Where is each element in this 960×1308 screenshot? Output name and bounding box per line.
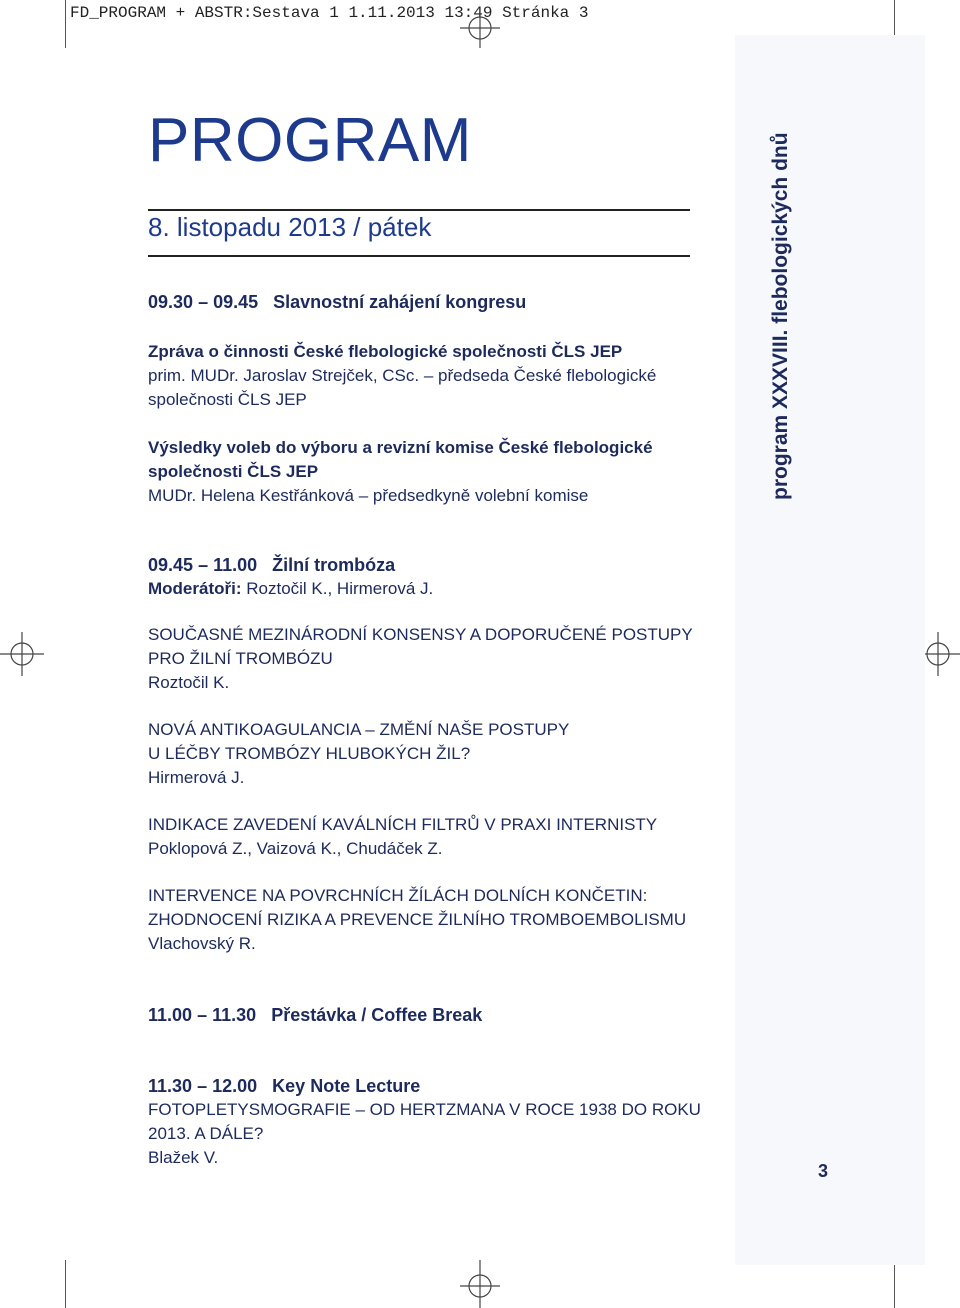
session-time-dash: – <box>197 1005 208 1025</box>
talk-title: 2013. A DÁLE? <box>148 1124 264 1143</box>
talk-title: SOUČASNÉ MEZINÁRODNÍ KONSENSY A DOPORUČENÉ POSTUPY <box>148 625 693 644</box>
session-title: Slavnostní zahájení kongresu <box>273 292 527 312</box>
session-time-start: 11.00 <box>148 1005 193 1025</box>
talk-speaker: MUDr. Helena Kestřánková – předsedkyně volební komise <box>148 486 589 505</box>
talk-authors: Roztočil K. <box>148 673 230 692</box>
talk-title: U LÉČBY TROMBÓZY HLUBOKÝCH ŽIL? <box>148 744 471 763</box>
page-title: PROGRAM <box>148 106 472 175</box>
crop-mark <box>894 1260 895 1308</box>
talk-authors: Vlachovský R. <box>148 934 256 953</box>
divider <box>148 209 690 211</box>
moderators-names: Roztočil K., Hirmerová J. <box>246 579 434 598</box>
talk-title: společnosti ČLS JEP <box>148 462 319 481</box>
talk-speaker: prim. MUDr. Jaroslav Strejček, CSc. – předseda České flebologické <box>148 366 657 385</box>
session-time-end: 11.00 <box>213 555 258 575</box>
session-time-dash: – <box>198 292 209 312</box>
side-label: program XXXVIII. flebologických dnů <box>769 132 792 500</box>
date-heading: 8. listopadu 2013 / pátek <box>148 212 432 242</box>
session-title: Přestávka / Coffee Break <box>271 1005 483 1025</box>
talk-title: PRO ŽILNÍ TROMBÓZU <box>148 649 333 668</box>
session-heading <box>148 1003 718 1027</box>
talk-title: FOTOPLETYSMOGRAFIE – OD HERTZMANA V ROCE 1938 DO ROKU <box>148 1100 701 1119</box>
session-time-start: 09.30 <box>148 292 194 312</box>
session-time-end: 11.30 <box>212 1005 257 1025</box>
talk-title: ZHODNOCENÍ RIZIKA A PREVENCE ŽILNÍHO TROMBOEMBOLISMU <box>148 910 687 929</box>
print-slug: FD_PROGRAM + ABSTR:Sestava 1 1.11.2013 13:49 Stránka 3 <box>70 4 589 22</box>
talk-authors: Blažek V. <box>148 1148 219 1167</box>
session-time-start: 09.45 <box>148 555 194 575</box>
session-heading <box>148 1074 718 1098</box>
session-block <box>148 553 718 956</box>
crop-mark <box>65 0 66 48</box>
talk-title: Výsledky voleb do výboru a revizní komise České flebologické <box>148 438 653 457</box>
session-block <box>148 1074 718 1170</box>
session-title: Žilní trombóza <box>272 555 396 575</box>
session-heading <box>148 553 718 577</box>
crop-mark <box>65 1260 66 1308</box>
session-block <box>148 290 718 508</box>
talk-title: INTERVENCE NA POVRCHNÍCH ŽÍLÁCH DOLNÍCH KONČETIN: <box>148 886 648 905</box>
session-time-start: 11.30 <box>148 1076 193 1096</box>
session-time-dash: – <box>198 555 209 575</box>
registration-mark-icon <box>460 8 500 48</box>
session-time-end: 12.00 <box>212 1076 258 1096</box>
session-time-dash: – <box>197 1076 208 1096</box>
registration-mark-icon <box>460 1260 500 1308</box>
talk-title: INDIKACE ZAVEDENÍ KAVÁLNÍCH FILTRŮ V PRAXI INTERNISTY <box>148 815 658 834</box>
session-block <box>148 1003 718 1027</box>
session-heading <box>148 290 718 314</box>
side-band <box>735 35 925 1265</box>
registration-mark-icon <box>0 632 44 676</box>
session-title: Key Note Lecture <box>272 1076 421 1096</box>
talk-authors: Poklopová Z., Vaizová K., Chudáček Z. <box>148 839 443 858</box>
page-number: 3 <box>818 1161 829 1181</box>
moderators-line <box>148 577 718 601</box>
divider <box>148 255 690 257</box>
talk-title: Zpráva o činnosti České flebologické společnosti ČLS JEP <box>148 342 623 361</box>
session-time-end: 09.45 <box>213 292 259 312</box>
talk-speaker: společnosti ČLS JEP <box>148 390 307 409</box>
moderators-label: Moderátoři: <box>148 579 242 598</box>
talk-authors: Hirmerová J. <box>148 768 245 787</box>
talk-title: NOVÁ ANTIKOAGULANCIA – ZMĚNÍ NAŠE POSTUPY <box>148 720 570 739</box>
